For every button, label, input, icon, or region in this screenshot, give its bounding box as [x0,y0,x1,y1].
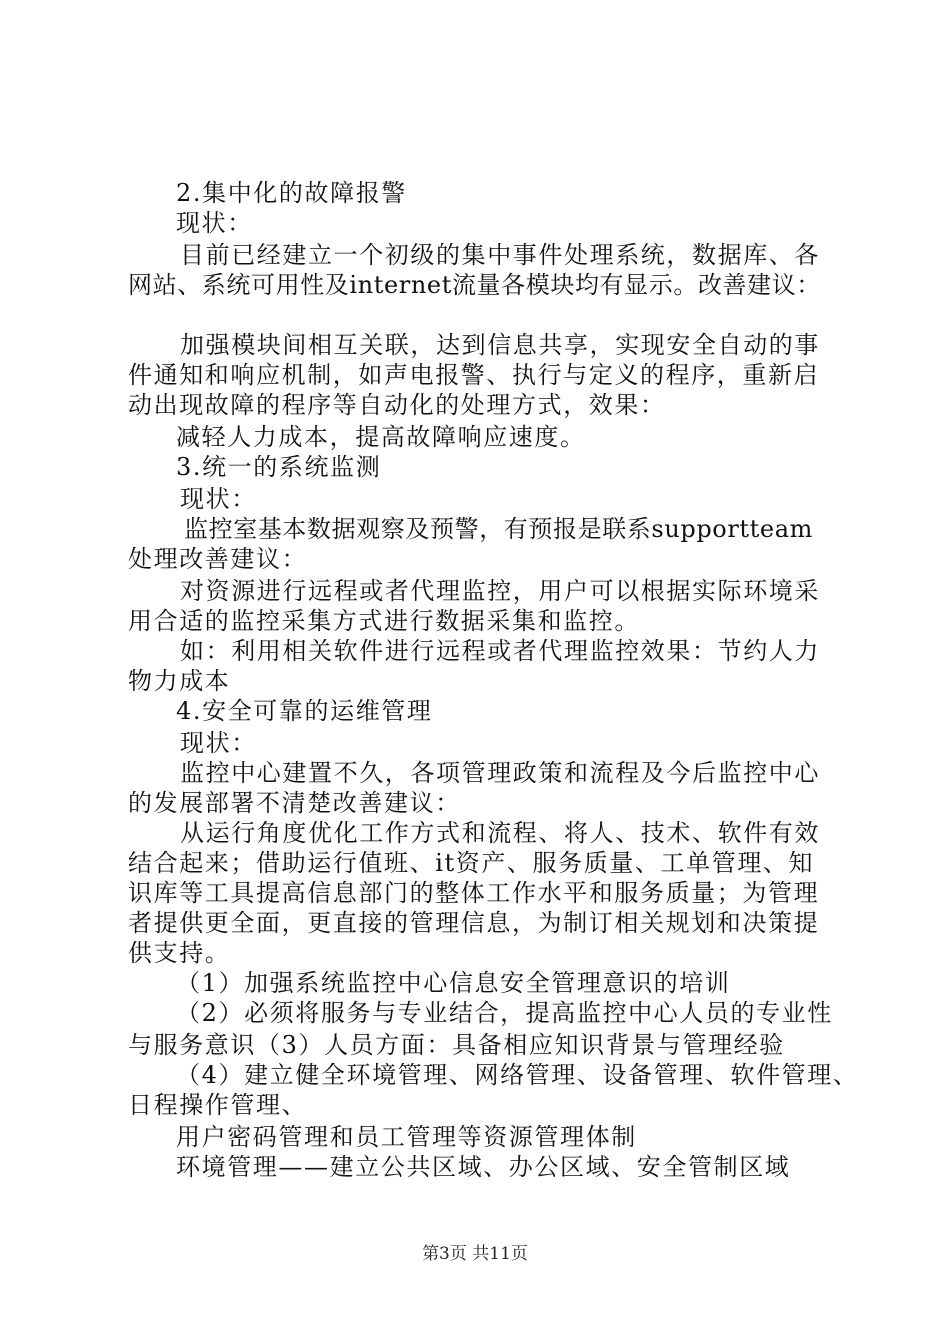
body-text: 从运行角度优化工作方式和流程、将人、技术、软件有效 [180,819,820,847]
heading-centralized-alarm: 2.集中化的故障报警 [176,179,407,207]
body-text: 用合适的监控采集方式进行数据采集和监控。 [128,607,640,635]
list-item: 日程操作管理、 [128,1091,308,1119]
body-text: 动出现故障的程序等自动化的处理方式，效果： [128,391,666,419]
list-item: （1）加强系统监控中心信息安全管理意识的培训 [176,969,731,997]
label-status: 现状： [180,485,257,513]
body-text: 加强模块间相互关联，达到信息共享，实现安全自动的事 [180,331,820,359]
label-status: 现状： [180,729,257,757]
body-text: 目前已经建立一个初级的集中事件处理系统，数据库、各 [180,241,820,269]
heading-unified-monitoring: 3.统一的系统监测 [176,453,382,481]
body-text: 物力成本 [128,667,231,695]
list-item: 与服务意识（3）人员方面：具备相应知识背景与管理经验 [128,1031,785,1059]
body-text: 结合起来；借助运行值班、it资产、服务质量、工单管理、知 [128,849,815,877]
body-text: 网站、系统可用性及internet流量各模块均有显示。改善建议： [128,271,821,299]
body-text: 环境管理——建立公共区域、办公区域、安全管制区域 [176,1153,791,1181]
body-text: 用户密码管理和员工管理等资源管理体制 [176,1123,637,1151]
body-text: 者提供更全面，更直接的管理信息，为制订相关规划和决策提 [128,909,820,937]
body-text: 的发展部署不清楚改善建议： [128,789,461,817]
label-status: 现状： [176,209,253,237]
body-text: 供支持。 [128,939,231,967]
body-text: 监控室基本数据观察及预警，有预报是联系supportteam [184,515,813,543]
page-number-footer: 第3页 共11页 [422,1244,528,1264]
body-text: 识库等工具提高信息部门的整体工作水平和服务质量；为管理 [128,879,820,907]
body-text: 如：利用相关软件进行远程或者代理监控效果：节约人力 [180,637,820,665]
body-text: 件通知和响应机制，如声电报警、执行与定义的程序，重新启 [128,361,820,389]
list-item: （4）建立健全环境管理、网络管理、设备管理、软件管理、 [176,1061,859,1089]
body-text: 对资源进行远程或者代理监控，用户可以根据实际环境采 [180,577,820,605]
body-text: 减轻人力成本，提高故障响应速度。 [176,423,586,451]
body-text: 处理改善建议： [128,545,308,573]
body-text: 监控中心建置不久，各项管理政策和流程及今后监控中心 [180,759,820,787]
list-item: （2）必须将服务与专业结合，提高监控中心人员的专业性 [176,999,833,1027]
heading-secure-ops: 4.安全可靠的运维管理 [176,697,433,725]
